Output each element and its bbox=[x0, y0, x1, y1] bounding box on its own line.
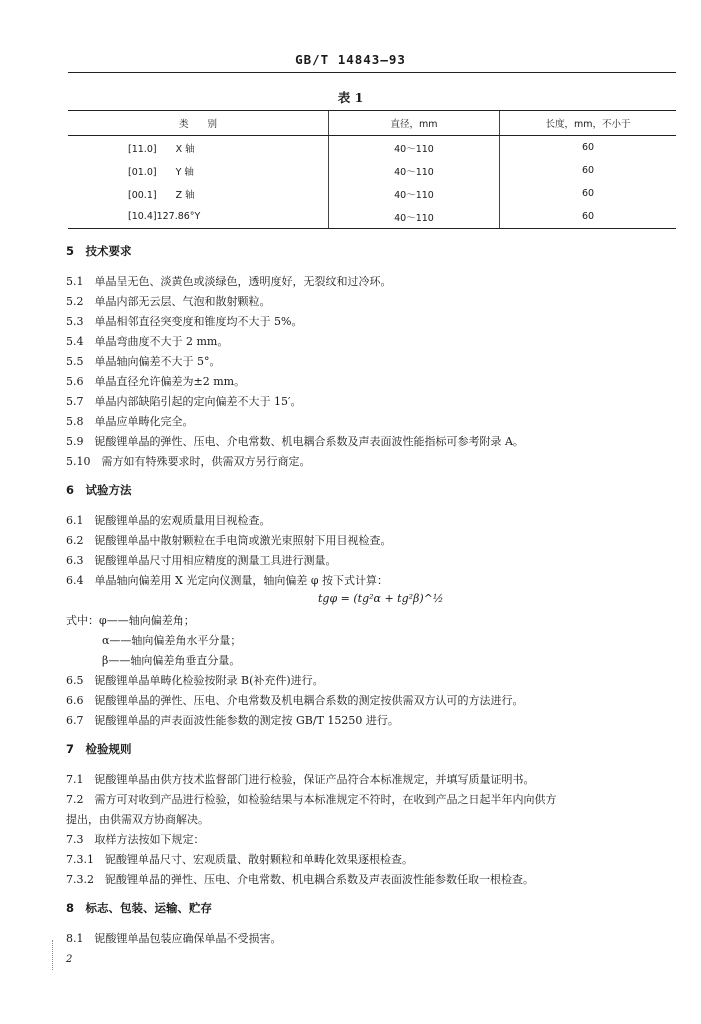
clause-7-2: 7.2 需方可对收到产品进行检验，如检验结果与本标准规定不符时，在收到产品之日起半年内向供方 bbox=[66, 793, 557, 806]
document-header: GB/T 14843—93 bbox=[295, 52, 406, 67]
header-rule bbox=[68, 72, 676, 73]
clause-5-8: 5.8 单晶应单畴化完全。 bbox=[66, 415, 194, 428]
table-cell: [01.0] Y 轴 bbox=[128, 166, 194, 178]
column-header-diameter: 直径，mm bbox=[329, 111, 500, 136]
clause-5-9: 5.9 铌酸锂单晶的弹性、压电、介电常数、机电耦合系数及声表面波性能指标可参考附录 A。 bbox=[66, 435, 524, 448]
table-cell: 60 bbox=[500, 136, 677, 160]
clause-7-3-1: 7.3.1 铌酸锂单晶尺寸、宏观质量、散射颗粒和单畴化效果逐根检查。 bbox=[66, 853, 413, 866]
clause-6-4: 6.4 单晶轴向偏差用 X 光定向仪测量，轴向偏差 φ 按下式计算： bbox=[66, 574, 389, 587]
section-title-8: 8 标志、包装、运输、贮存 bbox=[66, 901, 213, 915]
table-cell: [10.4]127.86°Y bbox=[68, 205, 329, 229]
spec-table bbox=[68, 110, 676, 229]
clause-5-2: 5.2 单晶内部无云层、气泡和散射颗粒。 bbox=[66, 295, 271, 308]
clause-7-2-continued: 提出，由供需双方协商解决。 bbox=[66, 813, 209, 826]
clause-5-1: 5.1 单晶呈无色、淡黄色或淡绿色，透明度好，无裂纹和过冷环。 bbox=[66, 275, 392, 288]
table-header-row bbox=[68, 111, 676, 136]
clause-8-1: 8.1 铌酸锂单晶包装应确保单晶不受损害。 bbox=[66, 932, 282, 945]
clause-5-4: 5.4 单晶弯曲度不大于 2 mm。 bbox=[66, 335, 229, 348]
clause-6-6: 6.6 铌酸锂单晶的弹性、压电、介电常数及机电耦合系数的测定按供需双方认可的方法进行。 bbox=[66, 694, 524, 707]
clause-6-7: 6.7 铌酸锂单晶的声表面波性能参数的测定按 GB/T 15250 进行。 bbox=[66, 714, 399, 727]
clause-5-10: 5.10 需方如有特殊要求时，供需双方另行商定。 bbox=[66, 455, 311, 468]
table-cell: 40～110 bbox=[329, 205, 500, 229]
table-cell: 40～110 bbox=[329, 136, 500, 160]
table-cell: 40～110 bbox=[329, 159, 500, 182]
clause-6-2: 6.2 铌酸锂单晶中散射颗粒在手电筒或激光束照射下用目视检查。 bbox=[66, 534, 392, 547]
clause-6-5: 6.5 铌酸锂单晶单畴化检验按附录 B(补充件)进行。 bbox=[66, 674, 324, 687]
deviation-formula: tgφ = (tg²α + tg²β)^½ bbox=[318, 592, 444, 605]
formula-legend-beta: β——轴向偏差角垂直分量。 bbox=[102, 654, 241, 667]
table-cell: 60 bbox=[500, 159, 677, 182]
clause-5-6: 5.6 单晶直径允许偏差为±2 mm。 bbox=[66, 375, 246, 388]
column-header-category: 类 别 bbox=[68, 111, 329, 136]
table-cell: [00.1] Z 轴 bbox=[128, 189, 195, 201]
section-title-5: 5 技术要求 bbox=[66, 244, 132, 258]
table-row bbox=[68, 205, 676, 229]
clause-6-1: 6.1 铌酸锂单晶的宏观质量用目视检查。 bbox=[66, 514, 271, 527]
table-cell: 60 bbox=[500, 182, 677, 205]
clause-5-5: 5.5 单晶轴向偏差不大于 5°。 bbox=[66, 355, 221, 368]
clause-7-3-2: 7.3.2 铌酸锂单晶的弹性、压电、介电常数、机电耦合系数及声表面波性能参数任取一根检查。 bbox=[66, 873, 534, 886]
page-number: 2 bbox=[66, 954, 73, 965]
section-title-6: 6 试验方法 bbox=[66, 483, 132, 497]
table-cell: 40～110 bbox=[329, 182, 500, 205]
table-cell: [11.0] X 轴 bbox=[128, 143, 195, 155]
table-cell: 60 bbox=[500, 205, 677, 229]
table-row bbox=[68, 136, 676, 160]
column-header-length: 长度，mm，不小于 bbox=[500, 111, 677, 136]
formula-legend-phi: 式中：φ——轴向偏差角； bbox=[66, 614, 195, 627]
table-row bbox=[68, 182, 676, 205]
scan-edge-mark bbox=[52, 940, 53, 970]
table-title: 表 1 bbox=[337, 90, 364, 105]
table-row bbox=[68, 159, 676, 182]
section-title-7: 7 检验规则 bbox=[66, 742, 132, 756]
clause-5-7: 5.7 单晶内部缺陷引起的定向偏差不大于 15′。 bbox=[66, 395, 302, 408]
clause-7-1: 7.1 铌酸锂单晶由供方技术监督部门进行检验，保证产品符合本标准规定，并填写质量证明书。 bbox=[66, 773, 535, 786]
clause-5-3: 5.3 单晶相邻直径突变度和锥度均不大于 5%。 bbox=[66, 315, 303, 328]
clause-6-3: 6.3 铌酸锂单晶尺寸用相应精度的测量工具进行测量。 bbox=[66, 554, 337, 567]
formula-legend-alpha: α——轴向偏差角水平分量； bbox=[102, 634, 242, 647]
clause-7-3: 7.3 取样方法按如下规定： bbox=[66, 833, 205, 846]
